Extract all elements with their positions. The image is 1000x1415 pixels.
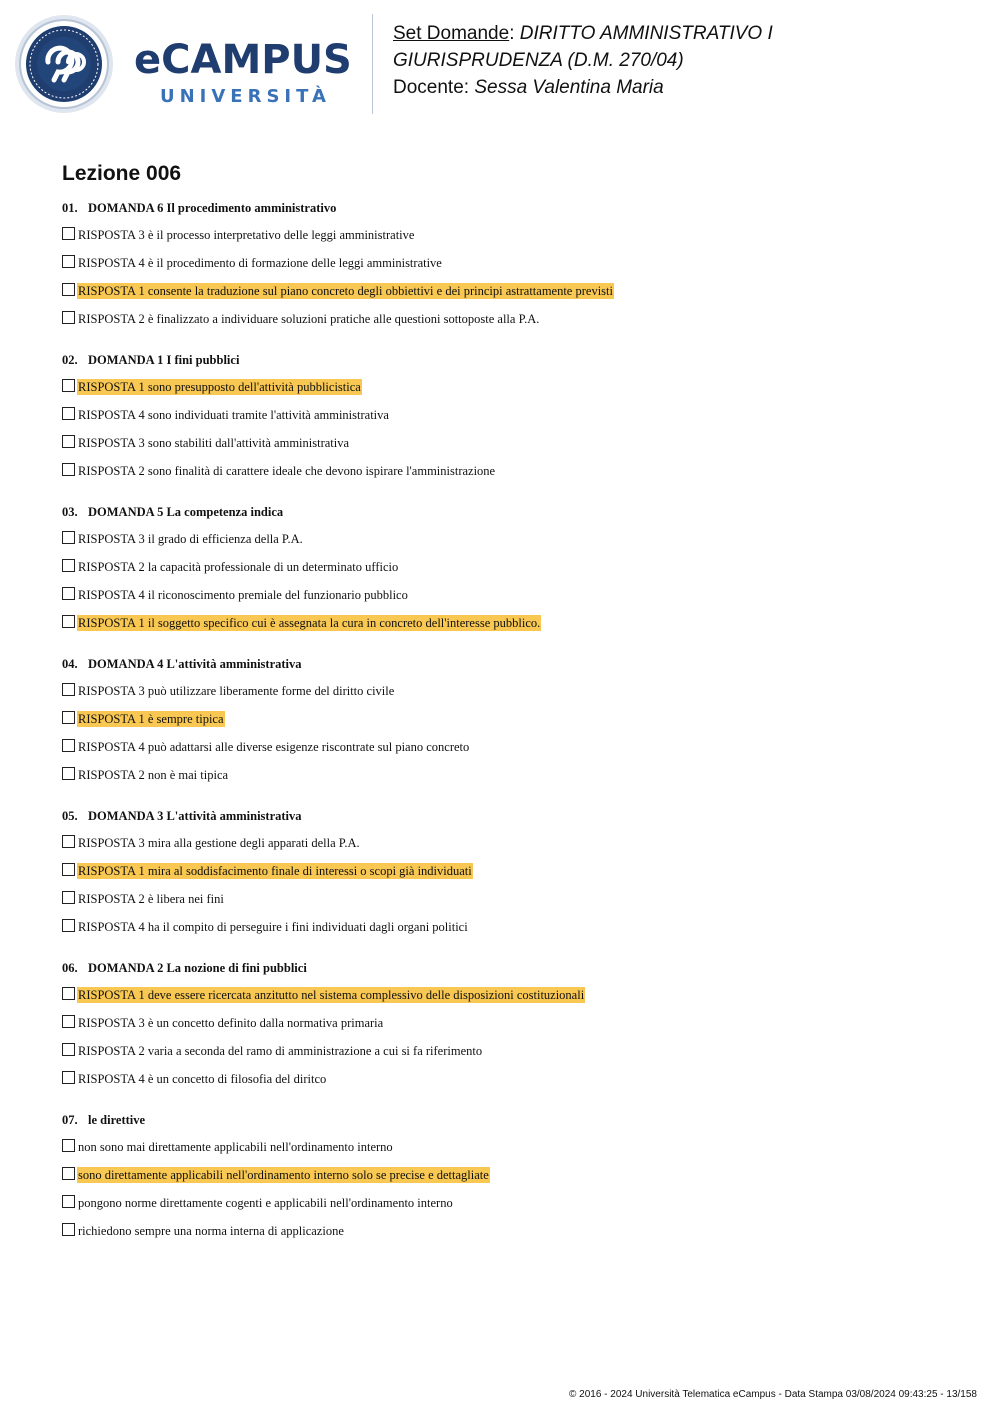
question-title [62, 352, 962, 368]
answer-text: pongono norme direttamente cogenti e applicabili nell'ordinamento interno [78, 1196, 453, 1210]
answer-text: RISPOSTA 2 sono finalità di carattere ideale che devono ispirare l'amministrazione [78, 464, 496, 478]
question-title [62, 504, 962, 520]
question-number: 01. [62, 201, 78, 215]
answer-option[interactable] [62, 1071, 962, 1099]
answer-option[interactable] [62, 1139, 962, 1167]
question-text: DOMANDA 6 Il procedimento amministrativo [88, 201, 337, 215]
brand-name: eCAMPUS [134, 37, 352, 83]
set-label: Set Domande [393, 23, 510, 44]
answer-checkbox[interactable] [62, 767, 75, 780]
answer-option[interactable] [62, 227, 962, 255]
answer-checkbox[interactable] [62, 891, 75, 904]
answer-text: RISPOSTA 4 può adattarsi alle diverse esigenze riscontrate sul piano concreto [78, 740, 470, 754]
question-text: DOMANDA 3 L'attività amministrativa [88, 809, 302, 823]
answer-checkbox[interactable] [62, 835, 75, 848]
answer-checkbox[interactable] [62, 615, 75, 628]
answer-text-highlighted: RISPOSTA 1 consente la traduzione sul piano concreto degli obbiettivi e dei principi astrattamente previsti [78, 284, 613, 298]
question-text: le direttive [88, 1113, 146, 1127]
answer-checkbox[interactable] [62, 739, 75, 752]
answer-option[interactable] [62, 587, 962, 615]
answer-option[interactable] [62, 891, 962, 919]
answer-checkbox[interactable] [62, 1015, 75, 1028]
question-block [62, 200, 962, 339]
answer-option[interactable] [62, 1043, 962, 1071]
answer-checkbox[interactable] [62, 1195, 75, 1208]
answer-checkbox[interactable] [62, 463, 75, 476]
answer-option[interactable] [62, 615, 962, 643]
answer-checkbox[interactable] [62, 407, 75, 420]
answer-text-highlighted: RISPOSTA 1 è sempre tipica [78, 712, 224, 726]
answer-checkbox[interactable] [62, 919, 75, 932]
answer-text-highlighted: RISPOSTA 1 il soggetto specifico cui è assegnata la cura in concreto dell'interesse pubblico. [78, 616, 541, 630]
question-number: 05. [62, 809, 78, 823]
answer-checkbox[interactable] [62, 863, 75, 876]
answer-text: RISPOSTA 2 la capacità professionale di un determinato ufficio [78, 560, 399, 574]
answer-text: RISPOSTA 4 il riconoscimento premiale del funzionario pubblico [78, 588, 408, 602]
answer-checkbox[interactable] [62, 227, 75, 240]
brand-wordmark [134, 37, 352, 107]
question-number: 07. [62, 1113, 78, 1127]
answer-checkbox[interactable] [62, 1223, 75, 1236]
answer-option[interactable] [62, 255, 962, 283]
answer-text: RISPOSTA 3 è un concetto definito dalla normativa primaria [78, 1016, 384, 1030]
answer-checkbox[interactable] [62, 311, 75, 324]
answer-text: RISPOSTA 4 è un concetto di filosofia del diritco [78, 1072, 327, 1086]
answer-option[interactable] [62, 767, 962, 795]
question-number: 03. [62, 505, 78, 519]
question-number: 06. [62, 961, 78, 975]
question-text: DOMANDA 2 La nozione di fini pubblici [88, 961, 307, 975]
header-divider [372, 14, 373, 114]
answer-option[interactable] [62, 379, 962, 407]
question-title [62, 200, 962, 216]
set-value-line2: GIURISPRUDENZA (D.M. 270/04) [393, 50, 684, 71]
question-block [62, 808, 962, 947]
answer-checkbox[interactable] [62, 987, 75, 1000]
answer-text: RISPOSTA 3 mira alla gestione degli apparati della P.A. [78, 836, 360, 850]
answer-checkbox[interactable] [62, 683, 75, 696]
answer-checkbox[interactable] [62, 559, 75, 572]
answer-option[interactable] [62, 1015, 962, 1043]
set-value: DIRITTO AMMINISTRATIVO I [519, 23, 773, 44]
answer-option[interactable] [62, 283, 962, 311]
answer-text: RISPOSTA 2 è libera nei fini [78, 892, 224, 906]
answer-option[interactable] [62, 683, 962, 711]
answer-checkbox[interactable] [62, 1167, 75, 1180]
question-text: DOMANDA 1 I fini pubblici [88, 353, 240, 367]
answer-option[interactable] [62, 835, 962, 863]
answer-checkbox[interactable] [62, 1043, 75, 1056]
answer-text: RISPOSTA 2 non è mai tipica [78, 768, 229, 782]
answer-text-highlighted: sono direttamente applicabili nell'ordinamento interno solo se precise e dettagliate [78, 1168, 489, 1182]
answer-option[interactable] [62, 531, 962, 559]
answer-text-highlighted: RISPOSTA 1 deve essere ricercata anzitutto nel sistema complessivo delle disposizioni costituzionali [78, 988, 585, 1002]
header-info [393, 20, 773, 101]
answer-option[interactable] [62, 1223, 962, 1251]
question-title [62, 656, 962, 672]
question-list [62, 200, 962, 1251]
question-title [62, 808, 962, 824]
answer-checkbox[interactable] [62, 255, 75, 268]
question-block [62, 352, 962, 491]
question-block [62, 656, 962, 795]
answer-checkbox[interactable] [62, 587, 75, 600]
answer-checkbox[interactable] [62, 531, 75, 544]
answer-checkbox[interactable] [62, 1139, 75, 1152]
answer-text: RISPOSTA 4 ha il compito di perseguire i fini individuati dagli organi politici [78, 920, 468, 934]
answer-option[interactable] [62, 1195, 962, 1223]
page-header [0, 0, 1000, 130]
answer-text: non sono mai direttamente applicabili nell'ordinamento interno [78, 1140, 393, 1154]
answer-text: RISPOSTA 4 sono individuati tramite l'attività amministrativa [78, 408, 389, 422]
set-domande-line: Set Domande: DIRITTO AMMINISTRATIVO I [393, 23, 773, 44]
question-number: 02. [62, 353, 78, 367]
ecampus-logo-icon [14, 14, 114, 119]
answer-checkbox[interactable] [62, 379, 75, 392]
answer-text: RISPOSTA 4 è il procedimento di formazione delle leggi amministrative [78, 256, 442, 270]
answer-option[interactable] [62, 863, 962, 891]
answer-text-highlighted: RISPOSTA 1 sono presupposto dell'attività pubblicistica [78, 380, 361, 394]
answer-text: RISPOSTA 3 può utilizzare liberamente forme del diritto civile [78, 684, 395, 698]
question-block [62, 504, 962, 643]
answer-text: RISPOSTA 3 è il processo interpretativo delle leggi amministrative [78, 228, 415, 242]
docente-label: Docente: [393, 77, 470, 98]
answer-option[interactable] [62, 463, 962, 491]
question-title [62, 1112, 962, 1128]
answer-option[interactable] [62, 559, 962, 587]
answer-option[interactable] [62, 311, 962, 339]
question-block [62, 960, 962, 1099]
answer-text: RISPOSTA 3 sono stabiliti dall'attività amministrativa [78, 436, 350, 450]
brand-subtitle: UNIVERSITÀ [160, 86, 331, 107]
answer-option[interactable] [62, 987, 962, 1015]
answer-checkbox[interactable] [62, 1071, 75, 1084]
answer-option[interactable] [62, 739, 962, 767]
question-block [62, 1112, 962, 1251]
question-text: DOMANDA 4 L'attività amministrativa [88, 657, 302, 671]
lesson-title: Lezione 006 [62, 162, 182, 185]
docente-value: Sessa Valentina Maria [474, 77, 664, 98]
answer-text: RISPOSTA 2 è finalizzato a individuare soluzioni pratiche alle questioni sottoposte alla P.A. [78, 312, 540, 326]
answer-checkbox[interactable] [62, 711, 75, 724]
question-text: DOMANDA 5 La competenza indica [88, 505, 284, 519]
answer-text: RISPOSTA 3 il grado di efficienza della P.A. [78, 532, 303, 546]
answer-option[interactable] [62, 919, 962, 947]
answer-option[interactable] [62, 435, 962, 463]
question-title [62, 960, 962, 976]
answer-text-highlighted: RISPOSTA 1 mira al soddisfacimento finale di interessi o scopi già individuati [78, 864, 472, 878]
answer-option[interactable] [62, 711, 962, 739]
question-number: 04. [62, 657, 78, 671]
docente-line [393, 74, 773, 101]
answer-option[interactable] [62, 407, 962, 435]
answer-checkbox[interactable] [62, 435, 75, 448]
answer-option[interactable] [62, 1167, 962, 1195]
answer-text: richiedono sempre una norma interna di applicazione [78, 1224, 344, 1238]
page-content [62, 160, 962, 1264]
answer-checkbox[interactable] [62, 283, 75, 296]
answer-text: RISPOSTA 2 varia a seconda del ramo di amministrazione a cui si fa riferimento [78, 1044, 483, 1058]
page-footer: © 2016 - 2024 Università Telematica eCampus - Data Stampa 03/08/2024 09:43:25 - 13/158 [569, 1389, 977, 1400]
